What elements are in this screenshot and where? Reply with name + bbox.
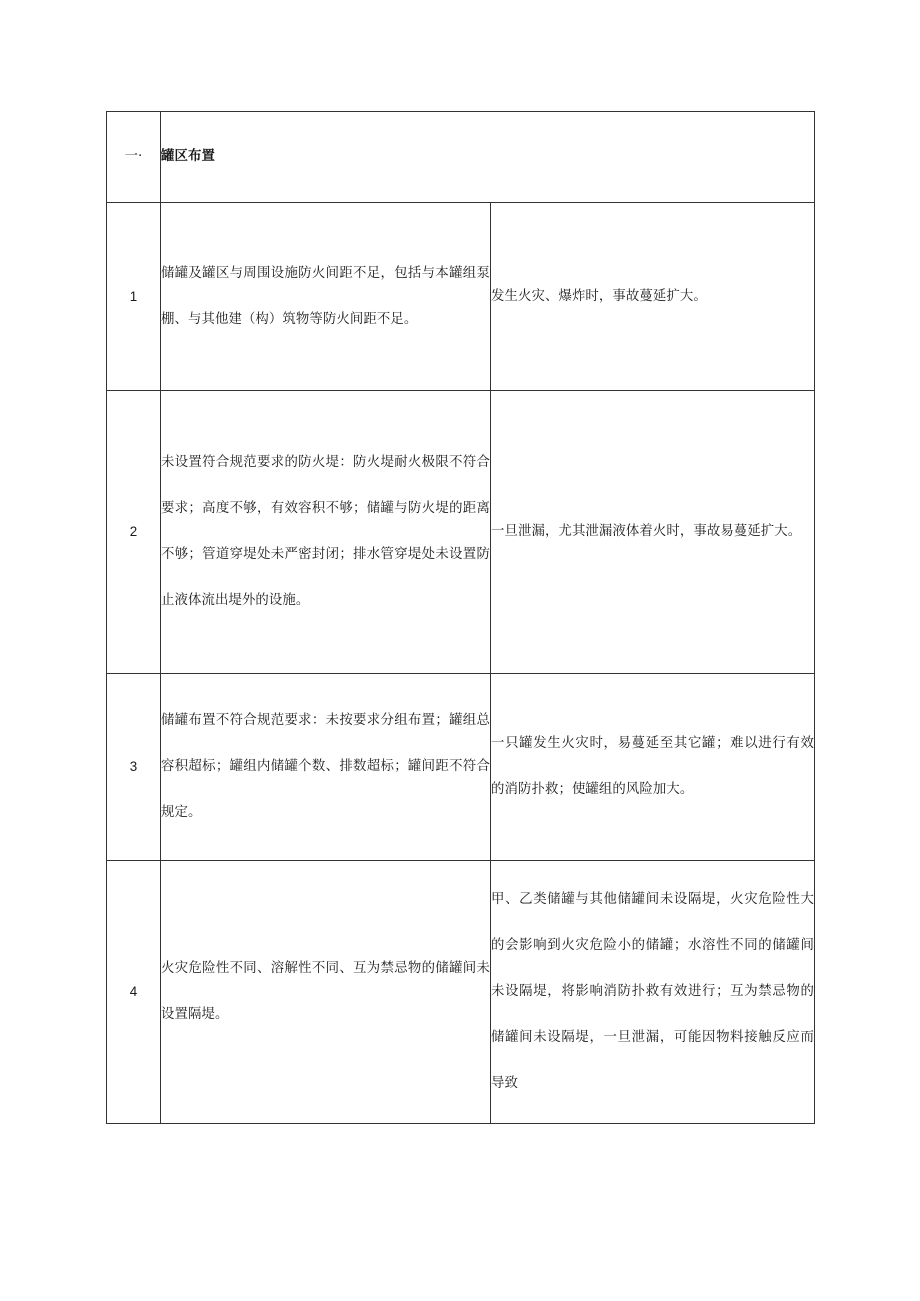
hazard-consequence: 甲、乙类储罐与其他储罐间未设隔堤，火灾危险性大的会影响到火灾危险小的储罐；水溶性不同的储罐间未设隔堤，将影响消防扑救有效进行；互为禁忌物的储罐间未设隔堤，一旦泄漏，可能因物料接触反应而导致 [491,861,815,1124]
row-number: 3 [107,674,161,861]
hazard-description: 储罐布置不符合规范要求：未按要求分组布置；罐组总容积超标；罐组内储罐个数、排数超标；罐间距不符合规定。 [161,674,491,861]
table-row [107,391,815,674]
hazard-consequence: 一只罐发生火灾时，易蔓延至其它罐；难以进行有效的消防扑救；使罐组的风险加大。 [491,674,815,861]
hazard-description: 未设置符合规范要求的防火堤：防火堤耐火极限不符合要求；高度不够，有效容积不够；储罐与防火堤的距离不够；管道穿堤处未严密封闭；排水管穿堤处未设置防止液体流出堤外的设施。 [161,391,491,674]
hazard-consequence: 发生火灾、爆炸时，事故蔓延扩大。 [491,203,815,391]
section-number: 一· [107,112,161,203]
risk-table [106,111,815,1124]
row-number: 4 [107,861,161,1124]
table-row [107,203,815,391]
row-number: 1 [107,203,161,391]
section-title: 罐区布置 [161,112,815,203]
hazard-description: 火灾危险性不同、溶解性不同、互为禁忌物的储罐间未设置隔堤。 [161,861,491,1124]
row-number: 2 [107,391,161,674]
hazard-description: 储罐及罐区与周围设施防火间距不足，包括与本罐组泵棚、与其他建（构）筑物等防火间距不足。 [161,203,491,391]
hazard-consequence: 一旦泄漏，尤其泄漏液体着火时，事故易蔓延扩大。 [491,391,815,674]
table-row [107,861,815,1124]
table-row [107,674,815,861]
section-header-row [107,112,815,203]
